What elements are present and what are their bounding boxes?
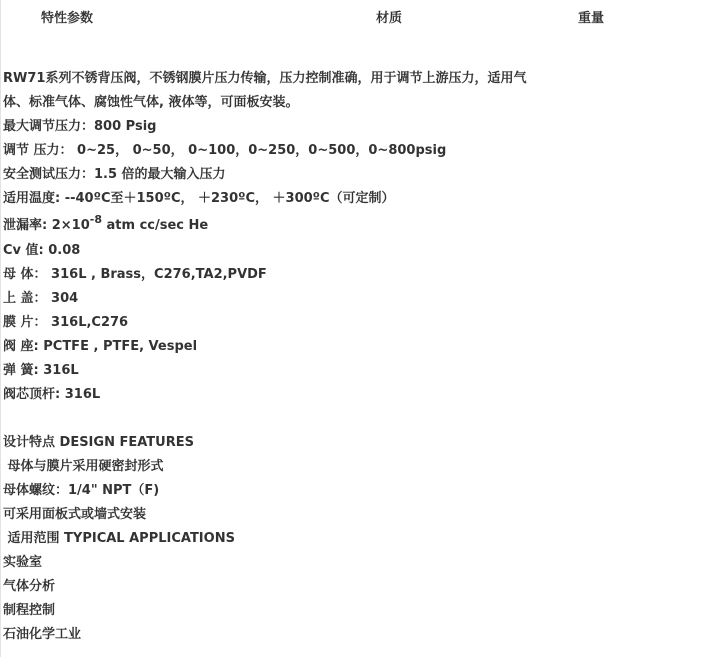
stem-material: 阀芯顶杆: 316L xyxy=(3,387,101,402)
feature-item: 母体螺纹：1/4" NPT（F) xyxy=(3,483,160,498)
temperature-range: 适用温度: --40ºC至＋150ºC， ＋230ºC， ＋300ºC（可定制） xyxy=(3,191,395,206)
applications-heading: 适用范围 TYPICAL APPLICATIONS xyxy=(3,531,235,546)
leak-rate-exponent: -8 xyxy=(89,213,102,226)
leak-rate-prefix: 泄漏率: 2×10 xyxy=(3,218,90,233)
left-border xyxy=(0,0,1,657)
spring-material: 弹 簧: 316L xyxy=(3,363,79,378)
intro-line-1: RW71系列不锈背压阀，不锈钢膜片压力传输，压力控制准确，用于调节上游压力，适用气 xyxy=(3,71,527,86)
feature-item: 可采用面板式或墙式安装 xyxy=(3,507,147,522)
design-features-heading: 设计特点 DESIGN FEATURES xyxy=(3,435,194,450)
cv-value: Cv 值: 0.08 xyxy=(3,243,81,258)
application-item: 气体分析 xyxy=(3,579,56,594)
feature-item: 母体与膜片采用硬密封形式 xyxy=(3,459,164,474)
header-material: 材质 xyxy=(376,11,403,26)
application-item: 实验室 xyxy=(3,555,43,570)
application-item: 石油化学工业 xyxy=(3,627,82,642)
leak-rate-suffix: atm cc/sec He xyxy=(102,218,209,233)
diaphragm-material: 膜 片： 316L,C276 xyxy=(3,315,129,330)
body-material: 母 体： 316L , Brass，C276,TA2,PVDF xyxy=(3,267,267,282)
safety-test-pressure: 安全测试压力：1.5 倍的最大输入压力 xyxy=(3,167,226,182)
bonnet-material: 上 盖： 304 xyxy=(3,291,79,306)
header-spec-params: 特性参数 xyxy=(41,11,94,26)
seat-material: 阀 座: PCTFE , PTFE, Vespel xyxy=(3,339,198,354)
max-pressure: 最大调节压力：800 Psig xyxy=(3,119,157,134)
header-weight: 重量 xyxy=(578,11,605,26)
section-spacer xyxy=(3,407,703,431)
leak-rate xyxy=(3,211,703,239)
application-item: 制程控制 xyxy=(3,603,56,618)
intro-line-2: 体、标准气体、腐蚀性气体, 液体等，可面板安装。 xyxy=(3,95,299,110)
spec-content xyxy=(3,67,703,647)
adjust-pressure: 调节 压力： 0~25， 0~50， 0~100，0~250，0~500，0~800psig xyxy=(3,143,447,158)
